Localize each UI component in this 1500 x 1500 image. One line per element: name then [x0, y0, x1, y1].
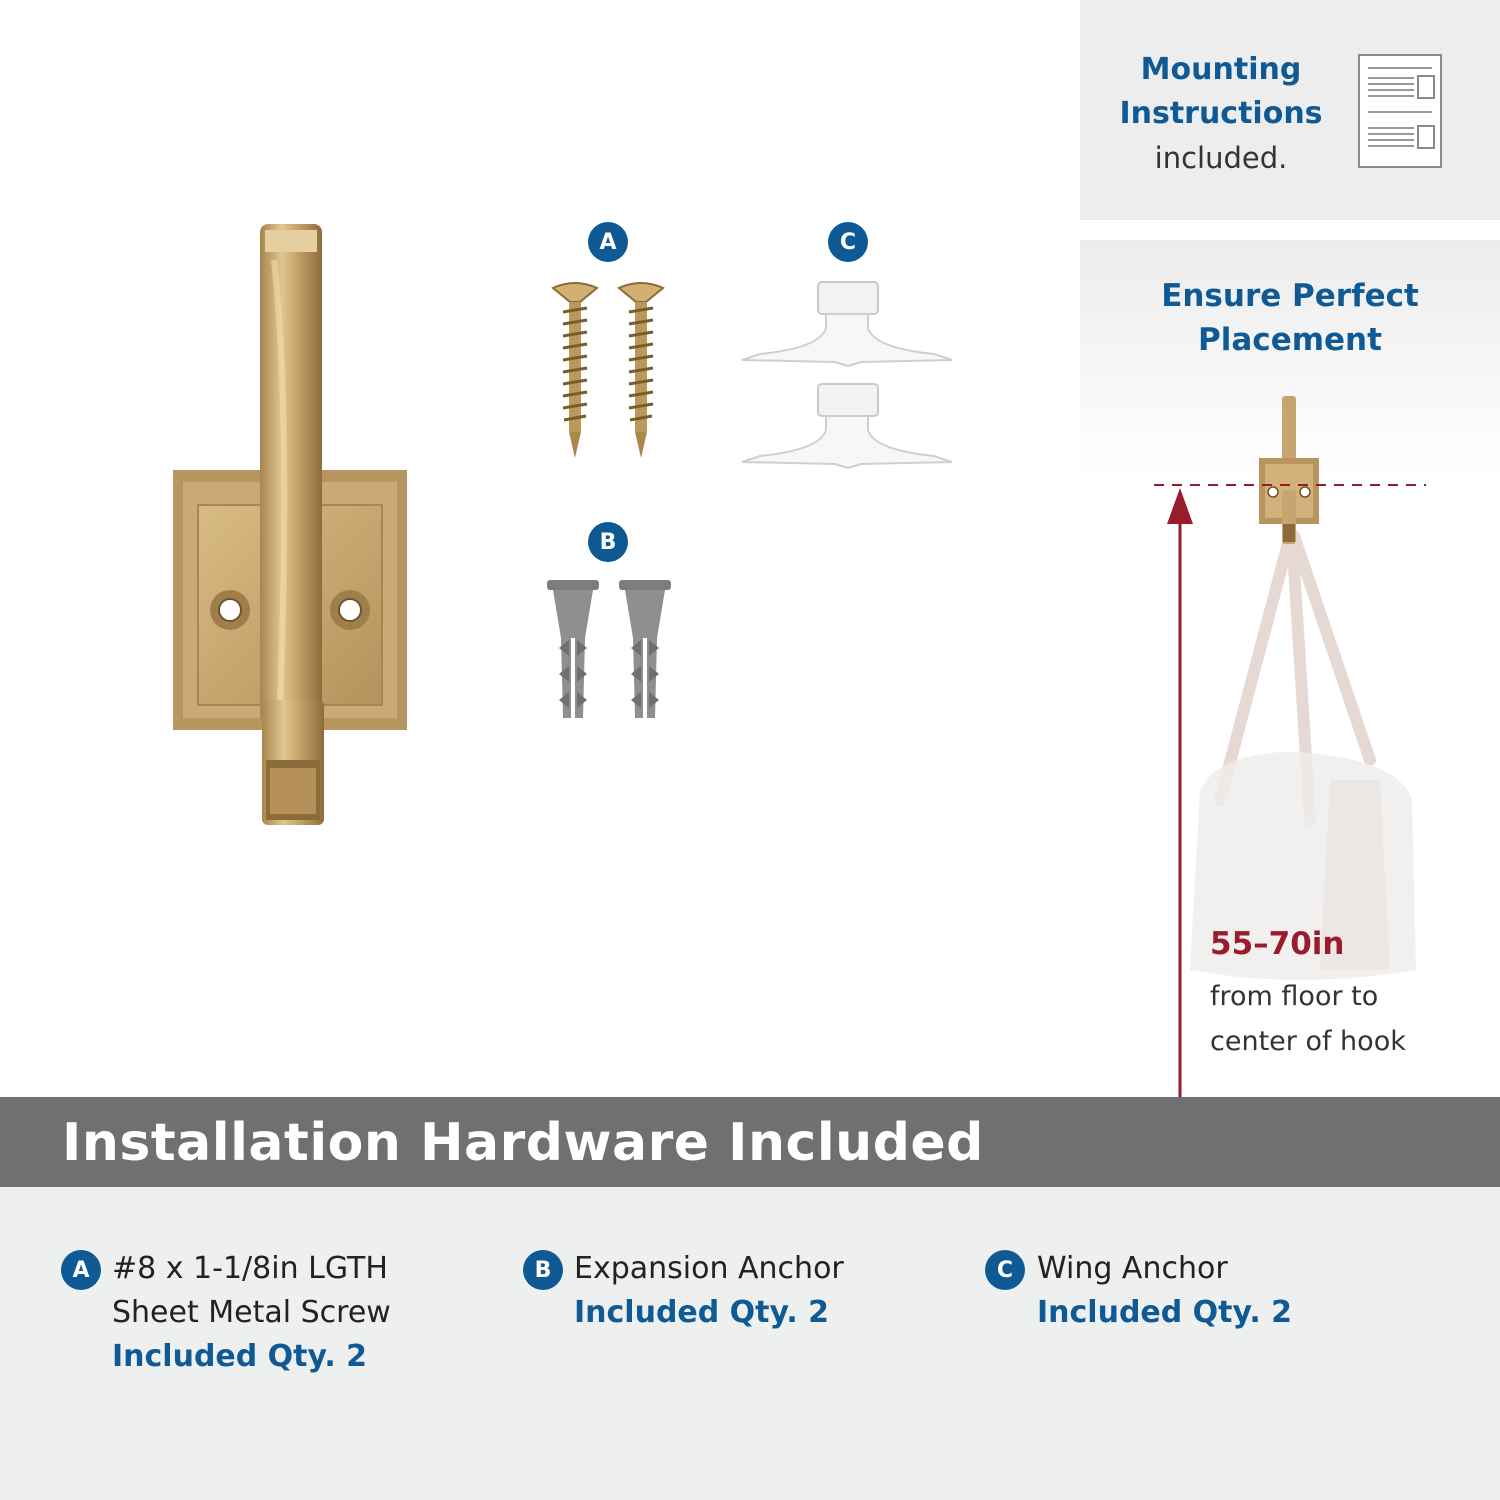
part-badge-c: C [828, 222, 868, 262]
up-arrow-icon [1163, 486, 1197, 1098]
mounting-line-3: included. [1154, 141, 1288, 175]
legend-item-a-name-1: #8 x 1-1/8in LGTH [112, 1251, 388, 1286]
legend-badge-a: A [61, 1250, 101, 1290]
part-badge-a: A [588, 222, 628, 262]
legend-item-b-name: Expansion Anchor [574, 1251, 844, 1286]
height-desc-line-1: from floor to [1210, 981, 1379, 1012]
mounting-instructions-text [1110, 48, 1332, 180]
legend-item-a-name-2: Sheet Metal Screw [112, 1295, 391, 1330]
mounted-hook-icon [1256, 394, 1322, 546]
legend-item-c-name: Wing Anchor [1037, 1251, 1228, 1286]
hanging-bag-image [1180, 530, 1420, 990]
document-icon [1358, 54, 1442, 168]
installation-title: Installation Hardware Included [62, 1113, 984, 1173]
legend-item-a [112, 1247, 391, 1379]
legend-item-c-qty: Included Qty. 2 [1037, 1295, 1293, 1330]
legend-item-a-qty: Included Qty. 2 [112, 1339, 368, 1374]
placement-title [1120, 274, 1460, 362]
placement-title-line-1: Ensure Perfect [1161, 278, 1419, 314]
legend-item-b [574, 1247, 844, 1335]
legend-badge-c: C [985, 1250, 1025, 1290]
legend-item-c [1037, 1247, 1292, 1335]
screw-icon [548, 282, 668, 462]
height-description [1210, 974, 1450, 1064]
height-range: 55–70in [1210, 926, 1345, 962]
height-desc-line-2: center of hook [1210, 1026, 1406, 1057]
mounting-line-1: Mounting [1140, 52, 1302, 87]
anchor-icon [545, 578, 675, 724]
mounting-line-2: Instructions [1119, 96, 1323, 131]
legend-item-b-qty: Included Qty. 2 [574, 1295, 830, 1330]
wing-anchor-icon [740, 280, 955, 470]
part-badge-b: B [588, 522, 628, 562]
placement-title-line-2: Placement [1198, 322, 1382, 358]
coat-hook-image [170, 220, 410, 830]
legend-badge-b: B [523, 1250, 563, 1290]
